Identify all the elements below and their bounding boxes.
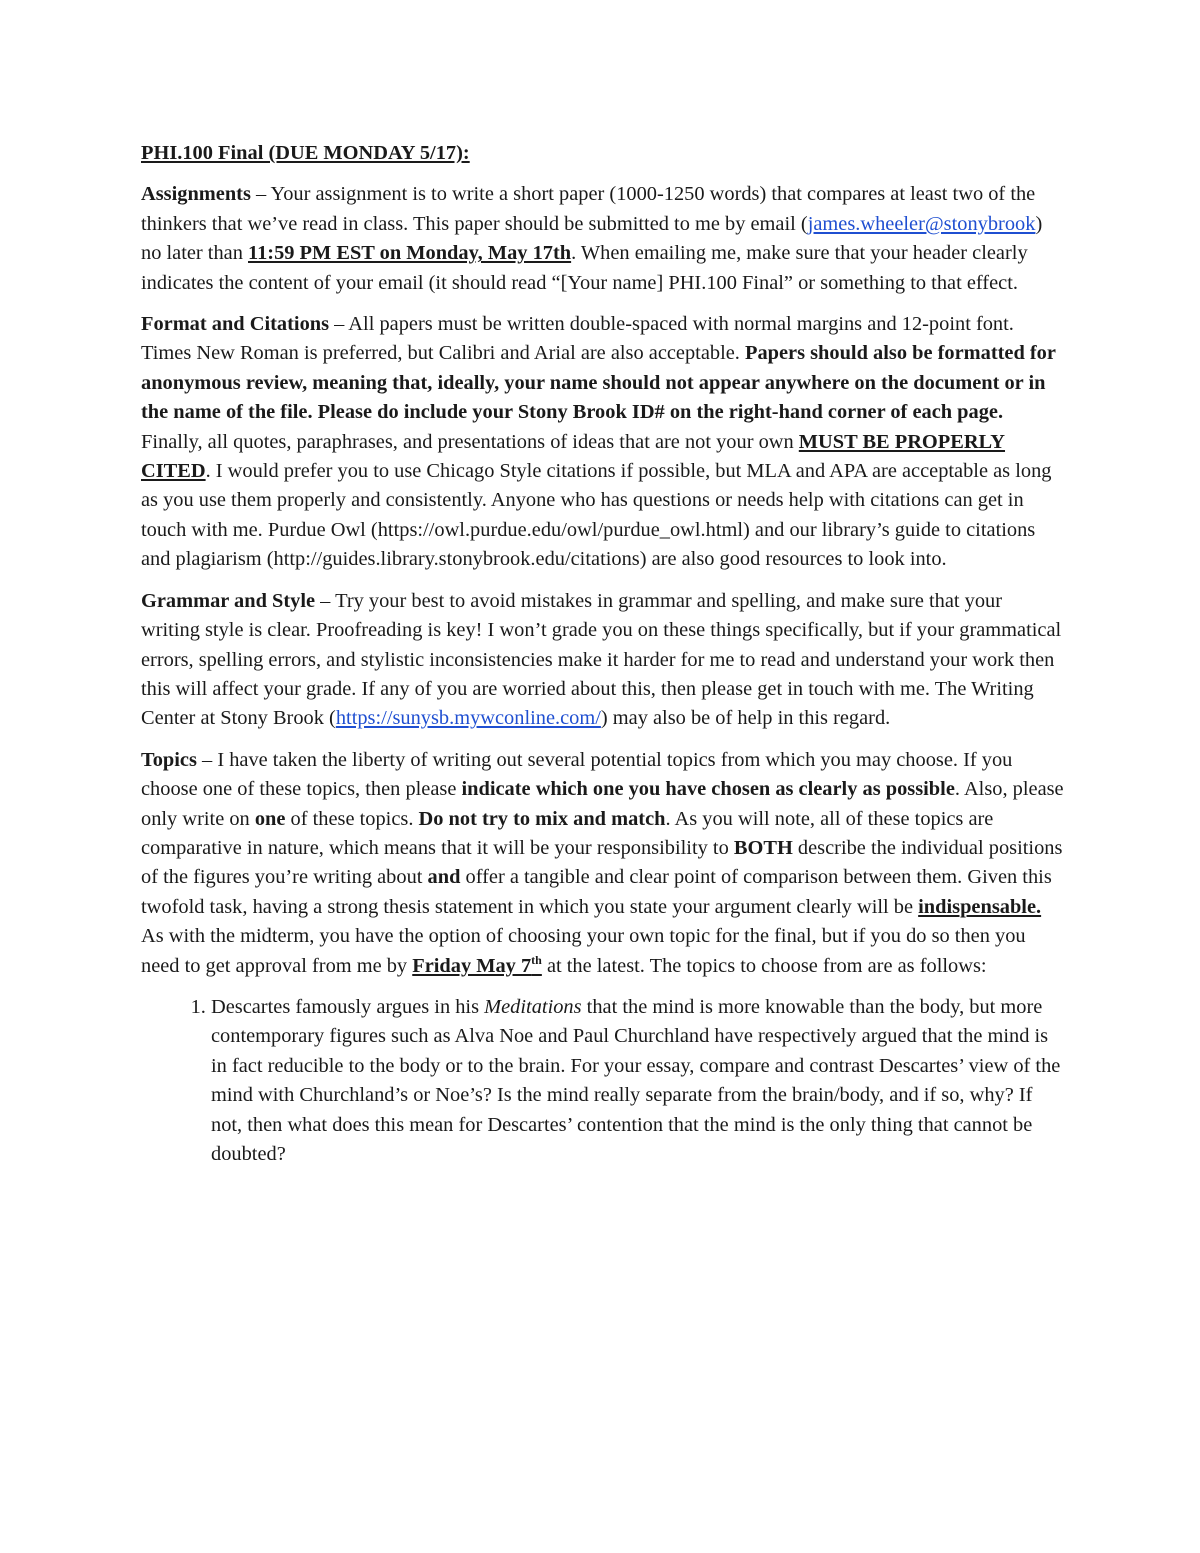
topics-text-5: describe the individual positions of the figures you’re writing about <box>141 836 1063 889</box>
writing-center-link[interactable]: https://sunysb.mywconline.com/ <box>335 707 601 730</box>
email-link[interactable]: james.wheeler@stonybrook <box>807 212 1036 235</box>
topics-text-6: offer a tangible and clear point of comparison between them. Given this twofold task, having a strong thesis statement in which you state your argument clearly will be <box>141 866 1052 918</box>
topics-bold-5: and <box>427 866 461 889</box>
assignments-heading: Assignments <box>141 183 251 206</box>
topics-text-8: at the latest. The topics to choose from are as follows: <box>541 954 987 977</box>
topics-text-2: . Also, please only write on <box>141 778 1064 830</box>
format-bold-1: Papers should also be formatted for anonymous review, meaning that, ideally, your name should not appear anywhere on the document or in the name of the file. Please do include your Stony Brook ID# on the right-hand corner of each page. <box>141 342 1056 424</box>
topics-text-1: – I have taken the liberty of writing out several potential topics from which you may choose. If you choose one of these topics, then please <box>141 748 1013 801</box>
list-item-italic: Meditations <box>484 995 582 1018</box>
approval-deadline-text: Friday May 7 <box>412 954 532 977</box>
format-text-1: – All papers must be written double-spaced with normal margins and 12-point font. Times New Roman is preferred, but Calibri and Arial are also acceptable. <box>141 313 1014 365</box>
approval-deadline <box>412 952 542 977</box>
assignments-text-3: . When emailing me, make sure that your header clearly indicates the content of your email (it should read “[Your name] PHI.100 Final” or something to that effect. <box>141 242 1028 294</box>
topics-text-4: . As you will note, all of these topics are comparative in nature, which means that it will be your responsibility to <box>141 807 994 859</box>
cited-text: MUST BE PROPERLY CITED <box>141 430 1006 483</box>
topics-paragraph <box>141 746 1065 981</box>
list-item-text-2: that the mind is more knowable than the body, but more contemporary figures such as Alva Noe and Paul Churchland have respectively argued that the mind is in fact reducible to the body or to the brain. For your essay, compare and contrast Descartes’ view of the mind with Churchland’s or Noe’s? Is the mind really separate from the brain/body, and if so, why? If not, then what does this mean for Descartes’ contention that the mind is the only thing that cannot be doubted? <box>211 995 1061 1165</box>
topics-list <box>141 993 1065 1169</box>
topics-bold-2: one <box>254 807 286 830</box>
grammar-heading: Grammar and Style <box>141 589 316 612</box>
format-paragraph <box>141 310 1065 575</box>
assignments-paragraph <box>141 180 1065 298</box>
topics-bold-6: indispensable. <box>918 895 1042 918</box>
format-text-3: . I would prefer you to use Chicago Style citations if possible, but MLA and APA are acceptable as long as you use them properly and consistently. Anyone who has questions or needs help with citations can get in touch with me. Purdue Owl (https://owl.purdue.edu/owl/purdue_owl.html) and our library’s guide to citations and plagiarism (http://guides.library.stonybrook.edu/citations) are also good resources to look into. <box>141 460 1052 571</box>
topics-bold-3: Do not try to mix and match <box>418 807 666 830</box>
format-text-2: Finally, all quotes, paraphrases, and presentations of ideas that are not your own <box>141 430 799 453</box>
grammar-text-1: – Try your best to avoid mistakes in grammar and spelling, and make sure that your writing style is clear. Proofreading is key! I won’t grade you on these things specifically, but if your grammatical errors, spelling errors, and stylistic inconsistencies make it harder for me to read and understand your work then this will affect your grade. If any of you are worried about this, then please get in touch with me. The Writing Center at Stony Brook ( <box>141 589 1062 730</box>
topics-text-3: of these topics. <box>285 807 419 830</box>
document-title: PHI.100 Final (DUE MONDAY 5/17): <box>141 142 470 164</box>
topics-bold-1: indicate which one you have chosen as clearly as possible <box>461 778 955 801</box>
topics-bold-4: BOTH <box>733 836 793 859</box>
grammar-paragraph <box>141 587 1065 734</box>
topics-text-7: As with the midterm, you have the option of choosing your own topic for the final, but if you do so then you need to get approval from me by <box>141 925 1026 977</box>
deadline-text: 11:59 PM EST on Monday, May 17th <box>248 242 572 265</box>
assignments-text-1: – Your assignment is to write a short paper (1000-1250 words) that compares at least two of the thinkers that we’ve read in class. This paper should be submitted to me by email ( <box>141 183 1036 235</box>
format-heading: Format and Citations <box>141 313 330 336</box>
grammar-text-2: ) may also be of help in this regard. <box>600 707 891 730</box>
list-item-text-1: Descartes famously argues in his <box>211 995 485 1018</box>
topics-heading: Topics <box>141 748 197 771</box>
approval-deadline-sup: th <box>531 952 542 967</box>
assignments-text-2: ) no later than <box>141 212 1043 265</box>
list-item <box>211 993 1065 1169</box>
